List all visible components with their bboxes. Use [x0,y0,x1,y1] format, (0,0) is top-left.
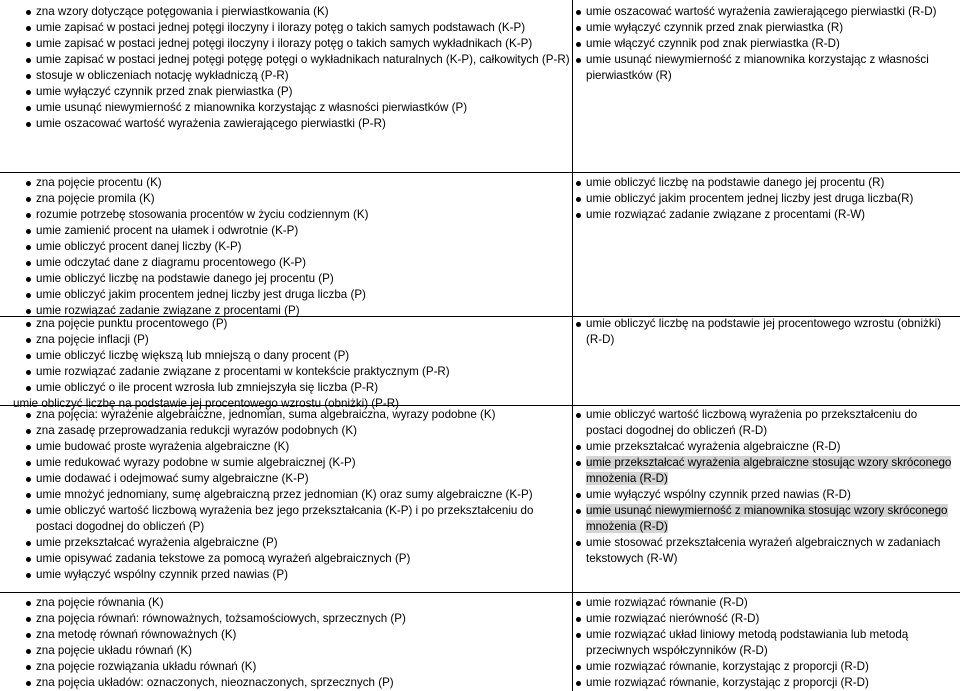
table-row-2-left-cell [13,316,570,412]
table-row-1-right-cell [576,175,956,223]
list-item: umie wyłączyć czynnik przed znak pierwiastka (R) [576,20,956,36]
list-item: umie obliczyć liczbę na podstawie jej procentowego wzrostu (obniżki) (R-D) [576,316,956,348]
list-item: umie obliczyć liczbę na podstawie danego jej procentu (P) [26,271,570,287]
list-item: rozumie potrzebę stosowania procentów w życiu codziennym (K) [26,207,570,223]
list-item: umie zapisać w postaci jednej potęgi iloczyny i ilorazy potęg o takich samych podstawach (K-P) [26,20,570,36]
list-item: umie rozwiązać równanie (R-D) [576,595,956,611]
list-item: umie mnożyć jednomiany, sumę algebraiczną przez jednomian (K) oraz sumy algebraiczne (K-P) [26,487,570,503]
list-item: zna metodę równań równoważnych (K) [26,627,570,643]
list-item: zna pojęcia układów: oznaczonych, nieoznaczonych, sprzecznych (P) [26,675,570,691]
list-item-highlighted [576,455,956,487]
table-row-0-right-cell [576,4,956,84]
table-row-1-left-cell [26,175,570,319]
list-item: umie przekształcać wyrażenia algebraiczne (R-D) [576,439,956,455]
list-item: zna pojęcie promila (K) [26,191,570,207]
list-item: umie usunąć niewymierność z mianownika korzystając z własności pierwiastków (P) [26,100,570,116]
list-item: zna pojęcia równań: równoważnych, tożsamościowych, sprzecznych (P) [26,611,570,627]
list-item: umie stosować przekształcenia wyrażeń algebraicznych w zadaniach tekstowych (R-W) [576,535,956,567]
table-column-divider [572,0,573,691]
table-row-4-left-cell [26,595,570,691]
list-item: zna pojęcia: wyrażenie algebraiczne, jednomian, suma algebraiczna, wyrazy podobne (K) [26,407,570,423]
list-item: umie obliczyć wartość liczbową wyrażenia po przekształceniu do postaci dogodnej do obliczeń (R-D) [576,407,956,439]
list-item: umie włączyć czynnik pod znak pierwiastka (R-D) [576,36,956,52]
list-item: umie budować proste wyrażenia algebraiczne (K) [26,439,570,455]
list-item: umie obliczyć liczbę większą lub mniejszą o dany procent (P) [26,348,570,364]
list-item: zna pojęcie układu równań (K) [26,643,570,659]
list-item: umie rozwiązać zadanie związane z procentami w kontekście praktycznym (P-R) [26,364,570,380]
list-item: zna pojęcie inflacji (P) [26,332,570,348]
list-item: umie obliczyć o ile procent wzrosła lub zmniejszyła się liczba (P-R) [26,380,570,396]
list-item: umie wyłączyć czynnik przed znak pierwiastka (P) [26,84,570,100]
list-item: umie oszacować wartość wyrażenia zawierającego pierwiastki (R-D) [576,4,956,20]
list-item: umie rozwiązać zadanie związane z procentami (R-W) [576,207,956,223]
list-item: umie obliczyć jakim procentem jednej liczby jest druga liczba(R) [576,191,956,207]
table-row-2-right-cell [576,316,956,348]
list-item: umie rozwiązać nierówność (R-D) [576,611,956,627]
list-item: umie obliczyć jakim procentem jednej liczby jest druga liczba (P) [26,287,570,303]
table-row-0-left-cell [26,4,570,132]
list-item-highlighted [576,503,956,535]
list-item: umie wyłączyć wspólny czynnik przed nawias (P) [26,567,570,583]
list-item: zna pojęcie rozwiązania układu równań (K) [26,659,570,675]
list-item: umie zamienić procent na ułamek i odwrotnie (K-P) [26,223,570,239]
list-item: umie obliczyć wartość liczbową wyrażenia bez jego przekształcania (K-P) i po przekształceniu do postaci dogodnej do obliczeń (P) [26,503,570,535]
table-row-3-right-cell [576,407,956,567]
list-item: stosuje w obliczeniach notację wykładniczą (P-R) [26,68,570,84]
list-item: umie oszacować wartość wyrażenia zawierającego pierwiastki (P-R) [26,116,570,132]
list-item: umie obliczyć procent danej liczby (K-P) [26,239,570,255]
list-item: zna zasadę przeprowadzania redukcji wyrazów podobnych (K) [26,423,570,439]
list-item: zna pojęcie równania (K) [26,595,570,611]
table-row-divider [0,172,960,173]
list-item: umie rozwiązać zadanie związane z procentami (P) [26,303,570,319]
list-item: umie obliczyć liczbę na podstawie jej procentowego wzrostu (obniżki) (P-R) [13,397,399,410]
table-row-3-left-cell [26,407,570,583]
table-row-4-right-cell [576,595,956,691]
list-item: umie rozwiązać równanie, korzystając z proporcji (R-D) [576,659,956,675]
list-item: umie opisywać zadania tekstowe za pomocą wyrażeń algebraicznych (P) [26,551,570,567]
highlighted-text: umie przekształcać wyrażenia algebraiczne stosując wzory skróconego mnożenia (R-D) [586,456,952,485]
list-item: umie odczytać dane z diagramu procentowego (K-P) [26,255,570,271]
list-item: umie usunąć niewymierność z mianownika korzystając z własności pierwiastków (R) [576,52,956,84]
list-item: umie dodawać i odejmować sumy algebraiczne (K-P) [26,471,570,487]
list-item: umie obliczyć liczbę na podstawie danego jej procentu (R) [576,175,956,191]
list-item: umie wyłączyć wspólny czynnik przed nawias (R-D) [576,487,956,503]
list-item: zna pojęcie punktu procentowego (P) [26,316,570,332]
list-item: umie przekształcać wyrażenia algebraiczne (P) [26,535,570,551]
list-item: zna wzory dotyczące potęgowania i pierwiastkowania (K) [26,4,570,20]
highlighted-text: umie usunąć niewymierność z mianownika stosując wzory skróconego mnożenia (R-D) [586,504,948,533]
list-item: zna pojęcie procentu (K) [26,175,570,191]
list-item: umie rozwiązać równanie, korzystając z proporcji (R-D) [576,675,956,691]
list-item: umie rozwiązać układ liniowy metodą podstawiania lub metodą przeciwnych współczynników (R-D) [576,627,956,659]
list-item: umie redukować wyrazy podobne w sumie algebraicznej (K-P) [26,455,570,471]
table-row-divider [0,592,960,593]
list-item: umie zapisać w postaci jednej potęgi iloczyny i ilorazy potęg o takich samych wykładnikach (K-P) [26,36,570,52]
list-item: umie zapisać w postaci jednej potęgi potęgę potęgi o wykładnikach naturalnych (K-P), całkowitych (P-R) [26,52,570,68]
